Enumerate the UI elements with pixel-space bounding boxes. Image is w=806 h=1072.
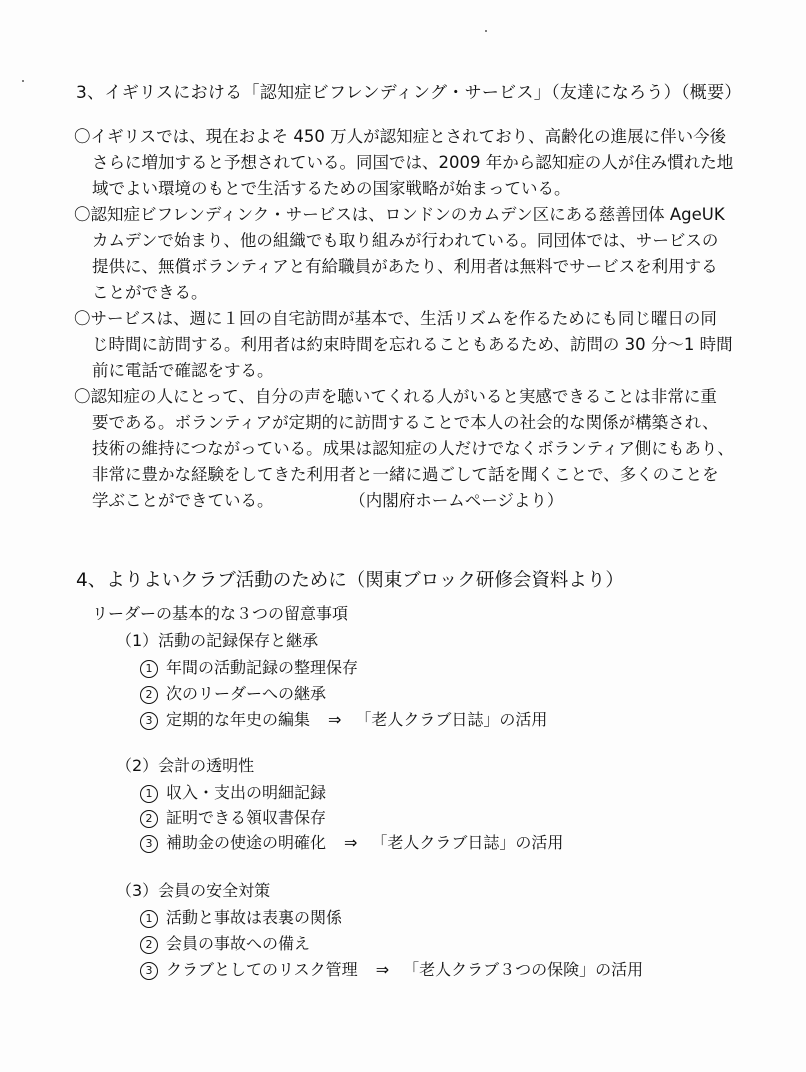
list-item xyxy=(140,805,326,828)
section-3-paragraph-3 xyxy=(74,306,734,384)
circled-number: 1 xyxy=(140,660,158,678)
section-3-paragraph-2 xyxy=(74,202,734,306)
paragraph-line: 〇認知症の人にとって、自分の声を聴いてくれる人がいると実感できることは非常に重 xyxy=(74,387,717,406)
group-1-title: （1）活動の記録保存と継承 xyxy=(116,631,319,650)
item-text: 定期的な年史の編集 xyxy=(166,710,311,729)
item-reference: 「老人クラブ日誌」の活用 xyxy=(355,710,548,729)
circled-number: 2 xyxy=(140,686,158,704)
paragraph-line: 〇サービスは、週に１回の自宅訪問が基本で、生活リズムを作るためにも同じ曜日の同 xyxy=(74,309,717,328)
circled-number: 3 xyxy=(140,962,158,980)
list-item xyxy=(140,905,342,928)
paragraph-line: 前に電話で確認をする。 xyxy=(92,361,274,380)
item-text: 補助金の使途の明確化 xyxy=(166,833,327,852)
circled-number: 2 xyxy=(140,936,158,954)
paragraph-line: 〇認知症ビフレンディンク・サービスは、ロンドンのカムデン区にある慈善団体 AgeUK xyxy=(74,205,725,224)
section-4-lead: リーダーの基本的な３つの留意事項 xyxy=(92,604,349,623)
source-note: （内閣府ホームページより） xyxy=(357,491,564,510)
item-text: 収入・支出の明細記録 xyxy=(166,783,327,802)
list-item xyxy=(140,655,358,678)
paragraph-line: じ時間に訪問する。利用者は約束時間を忘れることもあるため、訪問の 30 分～1 時間 xyxy=(92,335,733,354)
circled-number: 1 xyxy=(140,785,158,803)
item-text: クラブとしてのリスク管理 xyxy=(166,960,358,979)
list-item xyxy=(140,780,326,803)
circled-number: 3 xyxy=(140,712,158,730)
circled-number: 1 xyxy=(140,910,158,928)
item-text: 活動と事故は表裏の関係 xyxy=(166,908,343,927)
section-4-heading: 4、よりよいクラブ活動のために（関東ブロック研修会資料より） xyxy=(76,570,624,591)
item-reference: 「老人クラブ日誌」の活用 xyxy=(371,833,564,852)
paragraph-line: さらに増加すると予想されている。同国では、2009 年から認知症の人が住み慣れた地 xyxy=(92,153,734,172)
paragraph-line-text: 学ぶことができている。 xyxy=(92,491,274,510)
scan-speck xyxy=(22,80,24,82)
list-item xyxy=(140,681,326,704)
paragraph-line: 技術の維持につながっている。成果は認知症の人だけでなくボランティア側にもあり、 xyxy=(92,439,734,458)
circled-number: 3 xyxy=(140,835,158,853)
group-2-title: （2）会計の透明性 xyxy=(116,756,255,775)
item-text: 証明できる領収書保存 xyxy=(166,808,327,827)
list-item xyxy=(140,957,643,980)
arrow-icon: ⇒ xyxy=(328,710,342,729)
section-3-paragraph-4 xyxy=(74,384,734,514)
paragraph-line: 非常に豊かな経験をしてきた利用者と一緒に過ごして話を聞くことで、多くのことを xyxy=(92,465,719,484)
paragraph-line: 〇イギリスでは、現在およそ 450 万人が認知症とされており、高齢化の進展に伴い今後 xyxy=(74,127,727,146)
paragraph-line: 域でよい環境のもとで生活するための国家戦略が始まっている。 xyxy=(92,179,571,198)
item-text: 次のリーダーへの継承 xyxy=(166,684,327,703)
section-3-heading: 3、イギリスにおける「認知症ビフレンディング・サービス」（友達になろう）（概要） xyxy=(76,83,742,103)
list-item xyxy=(140,707,547,730)
paragraph-line: ことができる。 xyxy=(92,283,208,302)
paragraph-line xyxy=(74,488,734,514)
paragraph-line: 要である。ボランティアが定期的に訪問することで本人の社会的な関係が構築され、 xyxy=(92,413,719,432)
item-text: 会員の事故への備え xyxy=(166,934,311,953)
section-3-paragraph-1 xyxy=(74,124,734,202)
group-3-title: （3）会員の安全対策 xyxy=(116,881,271,900)
list-item xyxy=(140,931,310,954)
list-item xyxy=(140,830,563,853)
circled-number: 2 xyxy=(140,810,158,828)
scan-speck xyxy=(485,30,487,32)
arrow-icon: ⇒ xyxy=(375,960,390,979)
arrow-icon: ⇒ xyxy=(344,833,358,852)
item-reference: 「老人クラブ３つの保険」の活用 xyxy=(403,960,644,979)
paragraph-line: カムデンで始まり、他の組織でも取り組みが行われている。同団体では、サービスの xyxy=(92,231,719,250)
item-text: 年間の活動記録の整理保存 xyxy=(166,658,359,677)
paragraph-line: 提供に、無償ボランティアと有給職員があたり、利用者は無料でサービスを利用する xyxy=(92,257,718,276)
